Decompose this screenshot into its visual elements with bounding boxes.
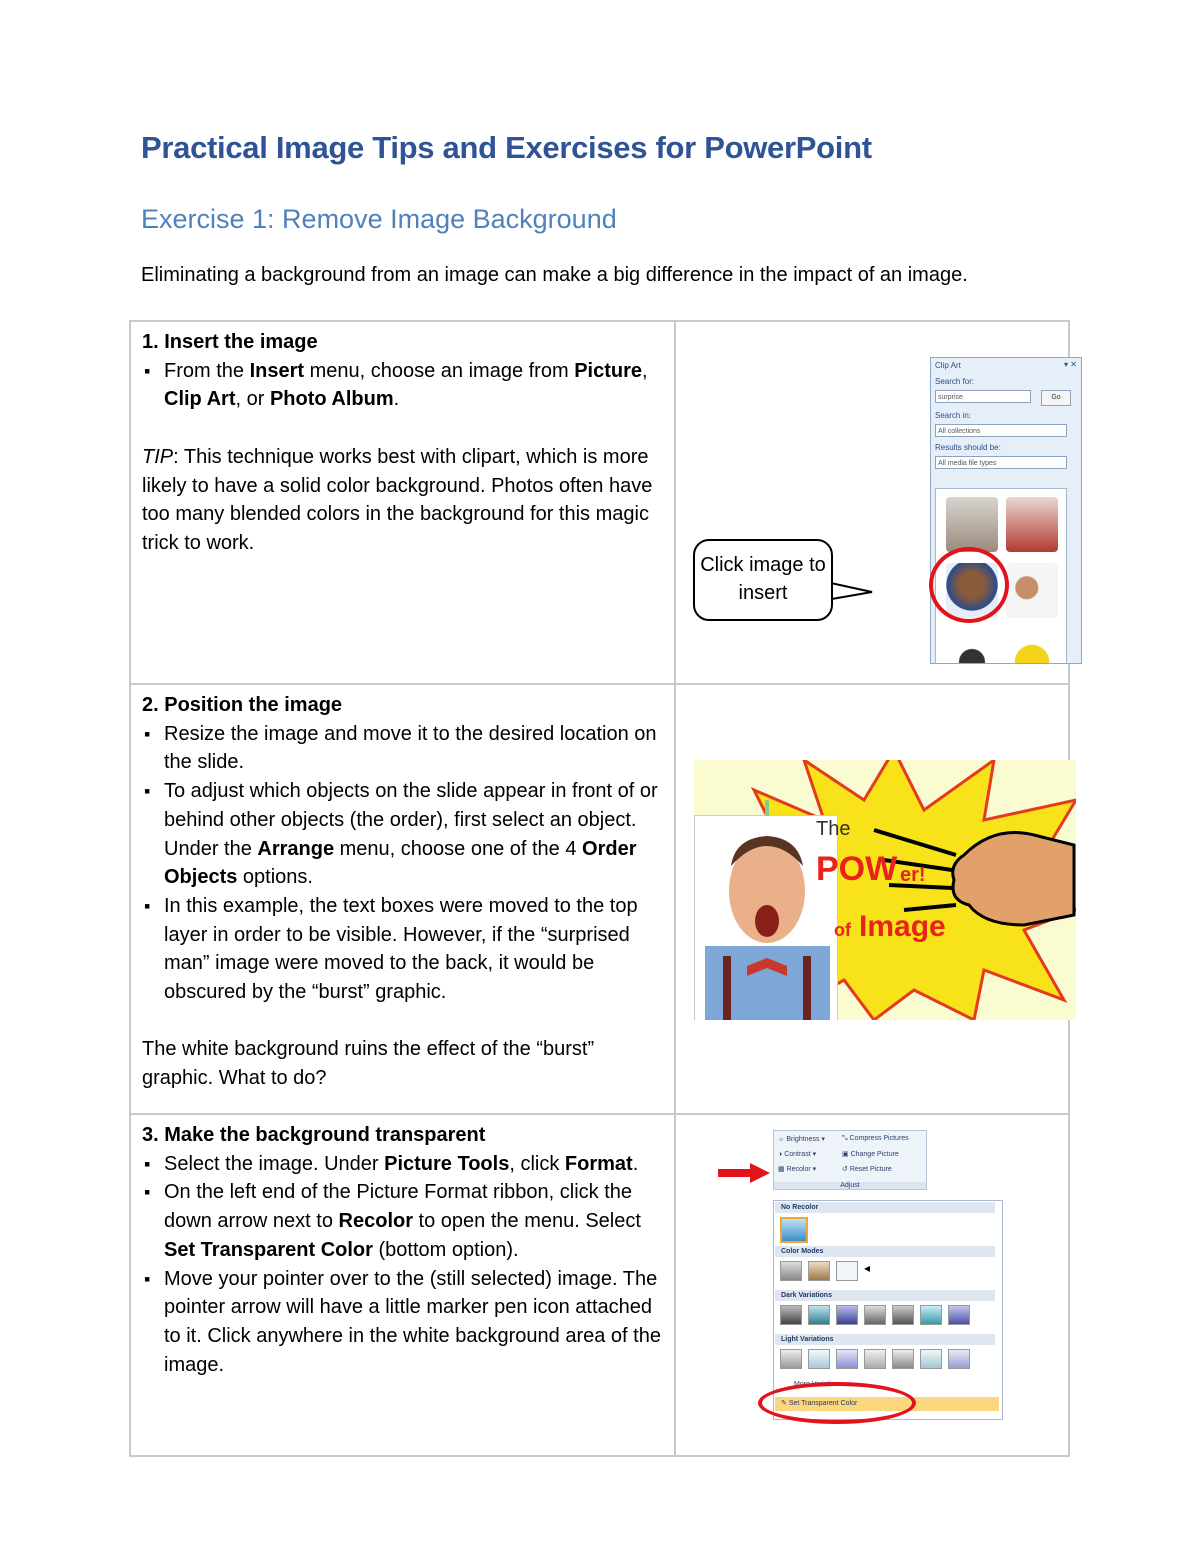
clipart-thumbnail (946, 629, 998, 664)
text: , (642, 359, 648, 382)
close-icon: ▾ ✕ (1064, 360, 1077, 369)
bullet: ▪ In this example, the text boxes were moved to the top layer in order to be visible. However, if the “surprised man” image were moved to the back, it would be obscured by the “burst” graphic. (142, 892, 664, 1007)
results-select: All media file types (935, 456, 1067, 469)
text: Recolor (338, 1210, 413, 1233)
text: , click (509, 1152, 565, 1175)
clipart-thumbnail (1006, 563, 1058, 618)
clipart-thumbnail (1006, 629, 1058, 664)
bullet (142, 357, 664, 414)
text: Picture Tools (384, 1152, 510, 1175)
bullet (142, 777, 664, 892)
text: From the (164, 359, 250, 382)
slide-word-pow: POW (816, 850, 898, 888)
tip-label: TIP (142, 445, 174, 468)
swatch (808, 1349, 830, 1369)
slide-word-er: er! (900, 864, 926, 886)
callout-pointer (826, 580, 876, 602)
swatch (836, 1261, 858, 1281)
step-3-heading: 3. Make the background transparent (142, 1124, 486, 1146)
swatch (836, 1349, 858, 1369)
text: menu, choose one of the 4 (334, 837, 583, 860)
reset-picture-button: ↺ Reset Picture (842, 1166, 892, 1173)
label: Reset Picture (849, 1166, 892, 1173)
text: On the left end of the Picture Format ribbon, click the down arrow next to (164, 1181, 633, 1233)
pane-title: Clip Art (935, 361, 961, 370)
page-title: Practical Image Tips and Exercises for PowerPoint (141, 130, 872, 165)
text: Picture (574, 359, 642, 382)
swatch (920, 1305, 942, 1325)
step-1-text (130, 321, 675, 684)
color-modes-header: Color Modes (775, 1246, 995, 1257)
text: Select the image. Under (164, 1152, 385, 1175)
step-2-heading: 2. Position the image (142, 694, 343, 716)
label: Contrast (784, 1151, 811, 1158)
text: Clip Art (164, 388, 236, 411)
highlight-circle (929, 547, 1009, 623)
slide-word-of: of (834, 920, 851, 940)
step-row-1 (130, 321, 1069, 684)
clipart-thumbnail (1006, 497, 1058, 552)
no-recolor-header: No Recolor (775, 1202, 995, 1213)
step-2-closing: The white background ruins the effect of the “burst” graphic. What to do? (142, 1038, 595, 1090)
red-arrow-icon (718, 1163, 770, 1183)
swatch (780, 1305, 802, 1325)
swatch: ◂ (864, 1261, 884, 1279)
swatch (808, 1305, 830, 1325)
intro-paragraph: Eliminating a background from an image can make a big difference in the impact of an image. (141, 264, 968, 286)
label: Set Transparent Color (788, 1400, 858, 1407)
step-3-text (130, 1114, 675, 1456)
slide-word-image: Image (859, 910, 946, 943)
surprised-man-image (694, 815, 838, 1020)
callout-bubble: Click image to insert (693, 539, 833, 621)
clipart-thumbnail (946, 497, 998, 552)
swatch (864, 1305, 886, 1325)
rotation-handle (765, 800, 769, 816)
step-2-text (130, 684, 675, 1114)
swatch (892, 1305, 914, 1325)
adjust-ribbon-group (773, 1130, 927, 1190)
swatch (780, 1349, 802, 1369)
label: Brightness (786, 1136, 820, 1143)
tip-text: : This technique works best with clipart, which is more likely to have a solid color background. Photos often have too many blended colors in the background for this magic trick to work. (142, 445, 653, 554)
swatch (864, 1349, 886, 1369)
bullet: ▪ Move your pointer over to the (still selected) image. The pointer arrow will have a little marker pen icon attached to it. Click anywhere in the white background area of the image. (142, 1265, 664, 1380)
step-row-2 (130, 684, 1069, 1114)
group-label: Adjust (774, 1182, 926, 1189)
search-label: Search for: (935, 377, 975, 386)
go-button: Go (1041, 390, 1071, 406)
text: Photo Album (269, 388, 394, 411)
label: Compress Pictures (849, 1135, 909, 1142)
swatch (780, 1261, 802, 1281)
swatch (948, 1305, 970, 1325)
more-variations-item: More Variations (794, 1381, 843, 1388)
text: , or (235, 388, 270, 411)
light-variations-header: Light Variations (775, 1334, 995, 1345)
bullet (142, 1150, 664, 1179)
swatch (836, 1305, 858, 1325)
text: . (632, 1152, 639, 1175)
change-picture-button: ▣ Change Picture (842, 1151, 899, 1158)
step-2-bullets (142, 720, 664, 1007)
swatch (892, 1349, 914, 1369)
dark-variations-header: Dark Variations (775, 1290, 995, 1301)
text: Order Objects (164, 837, 637, 889)
text: (bottom option). (372, 1238, 519, 1261)
text: options. (237, 866, 313, 889)
text: menu, choose an image from (304, 359, 575, 382)
label: Change Picture (850, 1151, 899, 1158)
step-3-illustration (675, 1114, 1069, 1456)
text: To adjust which objects on the slide appear in front of or behind other objects (the order), first select an object. Under the (164, 780, 658, 860)
set-transparent-color-item: ✎ Set Transparent Color (775, 1397, 999, 1411)
surprised-man-illustration (695, 816, 837, 1020)
search-input: surprise (935, 390, 1031, 403)
step-1-illustration (675, 321, 1077, 684)
step-2-illustration (675, 684, 1069, 1114)
text: . (393, 388, 400, 411)
search-in-select: All collections (935, 424, 1067, 437)
search-in-label: Search in: (935, 411, 972, 420)
text: Set Transparent Color (164, 1238, 373, 1261)
swatch-no-recolor (780, 1217, 808, 1243)
step-1-heading: 1. Insert the image (142, 331, 318, 353)
step-1-bullets (142, 357, 664, 414)
bullet (142, 1178, 664, 1264)
steps-table (129, 320, 1077, 1457)
exercise-heading: Exercise 1: Remove Image Background (141, 204, 617, 234)
bullet: ▪ Resize the image and move it to the desired location on the slide. (142, 720, 664, 777)
text: to open the menu. Select (413, 1210, 641, 1233)
highlight-ellipse (758, 1382, 916, 1424)
text: Insert (249, 359, 305, 382)
label: Recolor (786, 1166, 811, 1173)
text: Format (564, 1152, 633, 1175)
slide-word-the: The (816, 818, 851, 840)
swatch (920, 1349, 942, 1369)
swatch (948, 1349, 970, 1369)
step-3-bullets (142, 1150, 664, 1380)
brightness-button: ☼ Brightness ▾ (778, 1136, 825, 1143)
step-row-3 (130, 1114, 1069, 1456)
swatch (808, 1261, 830, 1281)
results-label: Results should be: (935, 443, 1001, 452)
text: Arrange (257, 837, 335, 860)
slide-preview (694, 760, 1076, 1020)
tip-paragraph (142, 443, 664, 558)
compress-button: ⤡ Compress Pictures (842, 1135, 909, 1142)
recolor-button: ▦ Recolor ▾ (778, 1166, 817, 1173)
contrast-button: ◑ Contrast ▾ (778, 1151, 817, 1158)
